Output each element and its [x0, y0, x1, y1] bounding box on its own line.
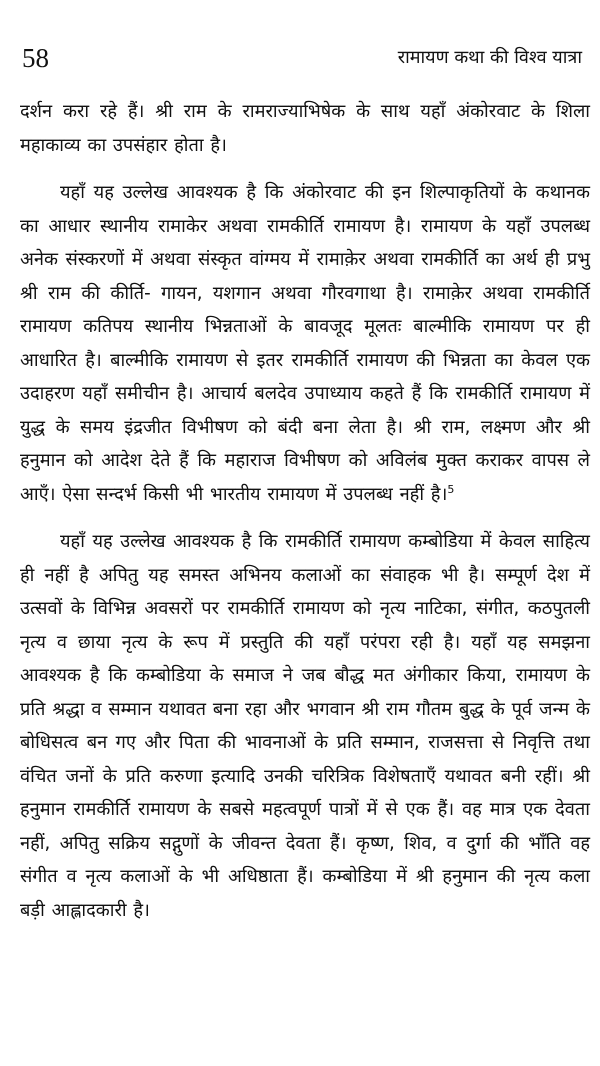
footnote-reference: 5 [447, 482, 455, 496]
paragraph-cambodia-performing-arts [20, 525, 590, 927]
paragraph-text: यहाँ यह उल्लेख आवश्यक है कि रामकीर्ति रामायण कम्बोडिया में केवल साहित्य ही नहीं है अपितु यह समस्त अभिनय कलाओं का संवाहक भी है। सम्पूर्ण देश में उत्सवों के विभिन्न अवसरों पर रामकीर्ति रामायण को नृत्य नाटिका, संगीत, कठपुतली नृत्य व छाया नृत्य के रूप में प्रस्तुति की यहाँ परंपरा रही है। यहाँ यह समझना आवश्यक है कि कम्बोडिया के समाज ने जब बौद्ध मत अंगीकार किया, रामायण के प्रति श्रद्धा व सम्मान यथावत बना रहा और भगवान श्री राम गौतम बुद्ध के पूर्व जन्म के बोधिसत्व बन गए और पिता की भावनाओं के प्रति सम्मान, राजसत्ता से निवृत्ति तथा वंचित जनों के प्रति करुणा इत्यादि उनकी चरित्रिक विशेषताएँ यथावत बनी रहीं। श्री हनुमान रामकीर्ति रामायण के सबसे महत्वपूर्ण पात्रों में से एक हैं। वह मात्र एक देवता नहीं, अपितु सक्रिय सद्गुणों के जीवन्त देवता हैं। कृष्ण, शिव, व दुर्गा की भाँति वह संगीत व नृत्य कलाओं के भी अधिष्ठाता हैं। कम्बोडिया में श्री हनुमान की नृत्य कला बड़ी आह्लादकारी है। [20, 531, 590, 921]
body-text [20, 95, 590, 927]
running-title: रामायण कथा की विश्व यात्रा [397, 47, 582, 68]
paragraph-continuation [20, 95, 590, 162]
paragraph-text: दर्शन करा रहे हैं। श्री राम के रामराज्याभिषेक के साथ यहाँ अंकोरवाट के शिला महाकाव्य का उपसंहार होता है। [20, 101, 590, 156]
paragraph-text: यहाँ यह उल्लेख आवश्यक है कि अंकोरवाट की इन शिल्पाकृतियों के कथानक का आधार स्थानीय रामाकेर अथवा रामकीर्ति रामायण है। रामायण के यहाँ उपलब्ध अनेक संस्करणों में अथवा संस्कृत वांग्मय में रामाक़ेर अथवा रामकीर्ति का अर्थ ही प्रभु श्री राम की कीर्ति- गायन, यशगान अथवा गौरवगाथा है। रामाक़ेर अथवा रामकीर्ति रामायण कतिपय स्थानीय भिन्नताओं के बावजूद मूलतः बाल्मीकि रामायण पर ही आधारित है। बाल्मीकि रामायण से इतर रामकीर्ति रामायण की भिन्नता का केवल एक उदाहरण यहाँ समीचीन है। आचार्य बलदेव उपाध्याय कहते हैं कि रामकीर्ति रामायण में युद्ध के समय इंद्रजीत विभीषण को बंदी बना लेता है। श्री राम, लक्ष्मण और श्री हनुमान को आदेश देते हैं कि महाराज विभीषण को अविलंब मुक्त कराकर वापस ले आएँ। ऐसा सन्दर्भ किसी भी भारतीय रामायण में उपलब्ध नहीं है। [20, 182, 590, 505]
paragraph-ankorwat-ramakerti [20, 176, 590, 511]
page-number: 58 [22, 43, 49, 73]
page-header [22, 40, 582, 80]
